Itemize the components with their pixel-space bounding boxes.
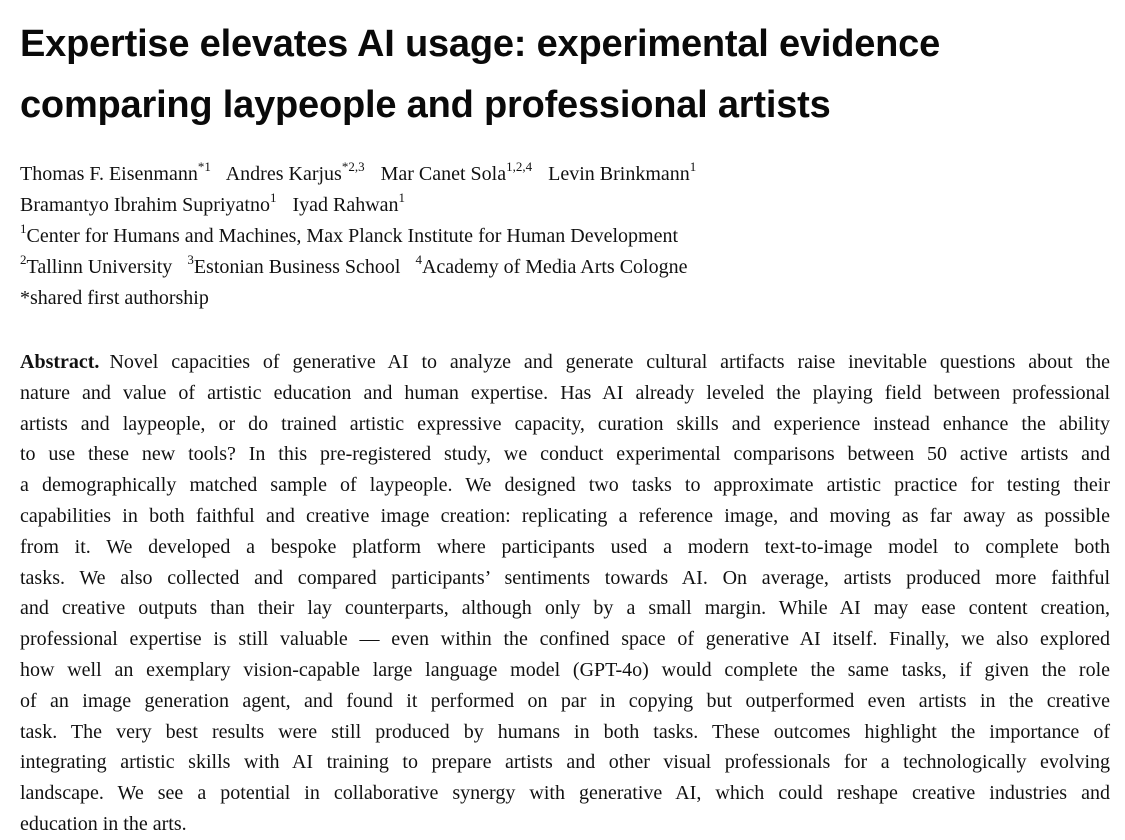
affiliation-line-2 [20,252,1112,283]
author: Mar Canet Sola$^{1,2,4}$ [380,159,533,185]
author: Iyad Rahwan$^1$ [292,190,406,216]
author: Thomas F. Eisenmann$^{*1}$ [20,159,211,185]
abstract-line: nature and value of artistic education and human expertise. Has AI already leveled the playing field between professional [20,381,1110,404]
paper-page [20,0,1112,840]
affiliation: $^4$Academy of Media Arts Cologne [415,252,688,278]
affiliation: $^3$Estonian Business School [187,252,401,278]
paper-title [20,14,1112,136]
abstract-line: integrating artistic skills with AI training to prepare artists and other visual professionals for a technologically evolving [20,751,1110,774]
paper-title-line-1: Expertise elevates AI usage: experimental evidence [20,23,941,65]
abstract-line: to use these new tools? In this pre-registered study, we conduct experimental comparisons between 50 active artists and [20,443,1110,466]
author-block [20,159,1112,314]
abstract-line: of an image generation agent, and found it performed on par in copying but outperformed even artists in the creative [20,689,1110,712]
abstract-line: Abstract. Novel capacities of generative AI to analyze and generate cultural artifacts raise inevitable questions about the [20,351,1110,373]
author: Andres Karjus$^{*2,3}$ [225,159,365,185]
author-line-1 [20,159,1112,190]
abstract-line: professional expertise is still valuable — even within the confined space of generative AI itself. Finally, we also explored [20,628,1110,651]
abstract-line: landscape. We see a potential in collaborative synergy with generative AI, which could reshape creative industries and [20,782,1110,805]
author-line-2 [20,190,1112,221]
abstract-line: how well an exemplary vision-capable large language model (GPT-4o) would complete the same tasks, if given the role [20,658,1110,681]
author: Bramantyo Ibrahim Supriyatno$^1$ [20,190,277,216]
abstract-line: capabilities in both faithful and creative image creation: replicating a reference image, and moving as far away as possible [20,504,1110,527]
author: Levin Brinkmann$^1$ [548,159,697,185]
abstract-line: task. The very best results were still produced by humans in both tasks. These outcomes highlight the importance of [20,720,1110,743]
paper-title-line-2: comparing laypeople and professional artists [20,84,831,126]
abstract-line: tasks. We also collected and compared participants’ sentiments towards AI. On average, artists produced more faithful [20,566,1110,589]
affiliation: $^1$Center for Humans and Machines, Max Planck Institute for Human Development [20,221,679,247]
abstract-label: Abstract. [20,351,100,373]
abstract [20,347,1110,840]
abstract-line: education in the arts. [20,812,187,835]
abstract-line: a demographically matched sample of laypeople. We designed two tasks to approximate artistic practice for testing their [20,474,1110,497]
abstract-line: artists and laypeople, or do trained artistic expressive capacity, curation skills and experience instead enhance the ability [20,412,1110,435]
affiliation-line-1 [20,221,1112,252]
abstract-line: and creative outputs than their lay counterparts, although only by a small margin. While AI may ease content creation, [20,597,1110,620]
affiliation: $^2$Tallinn University [20,252,173,278]
abstract-line: from it. We developed a bespoke platform where participants used a modern text-to-image model to complete both [20,535,1110,558]
authorship-note: *shared first authorship [20,287,209,309]
